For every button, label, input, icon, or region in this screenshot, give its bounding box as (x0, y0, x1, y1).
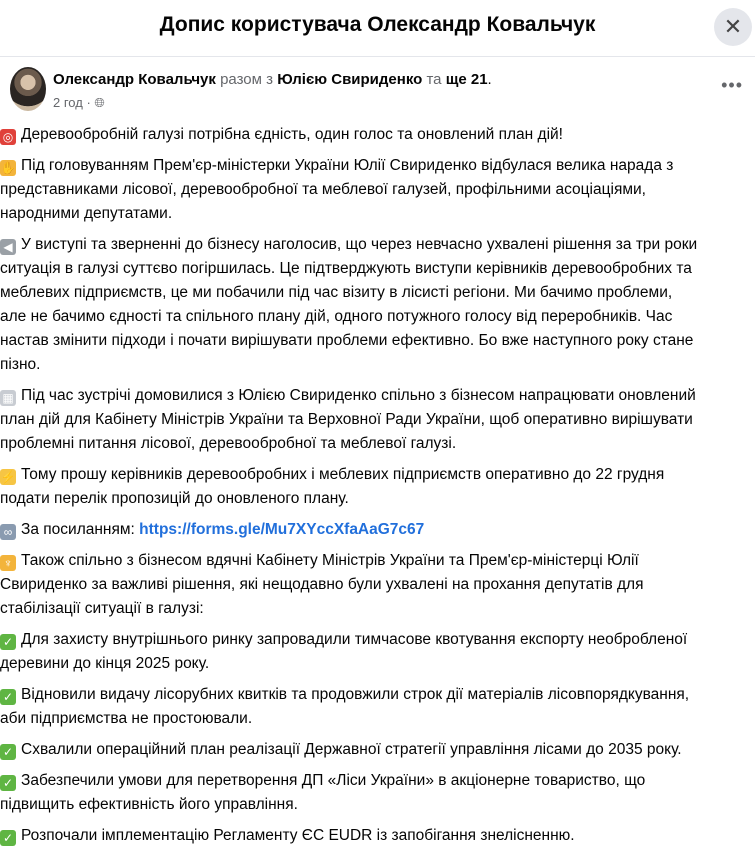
paragraph-line (0, 329, 755, 353)
post-paragraph (0, 824, 755, 848)
line-text: Під головуванням Прем'єр-міністерки України Юлії Свириденко відбулася велика нарада з (21, 157, 674, 174)
paragraph-line (0, 463, 755, 487)
post-paragraph (0, 123, 755, 147)
paragraph-line (0, 769, 755, 793)
line-text: У виступі та зверненні до бізнесу наголосив, що через невчасно ухвалені рішення за три роки (21, 236, 698, 253)
line-text: план дій для Кабінету Міністрів України та Верховної Ради України, щоб оперативно вирішувати (0, 411, 693, 428)
line-text: Для захисту внутрішнього ринку запровадили тимчасове квотування експорту необробленої (21, 631, 688, 648)
paragraph-line (0, 597, 755, 621)
post-paragraph (0, 233, 755, 377)
line-text: Під час зустрічі домовилися з Юлією Свириденко спільно з бізнесом напрацювати оновлений (21, 387, 696, 404)
form-link[interactable]: https://forms.gle/Mu7XYccXfaAaG7c67 (139, 521, 425, 538)
line-text: меблевих підприємств, це ми побачили під час візиту в лісисті регіони. Ми бачимо проблеми, (0, 284, 673, 301)
author-line (53, 71, 492, 88)
post-paragraph (0, 154, 755, 226)
paragraph-line (0, 793, 755, 817)
line-text: але не бачимо єдності та спільного плану дій, одного потужного голосу від переробників. Час (0, 308, 673, 325)
link-label: За посиланням: (21, 521, 135, 538)
more-options-button[interactable]: ••• (721, 75, 743, 95)
post-paragraph (0, 628, 755, 676)
paragraph-line (0, 257, 755, 281)
paragraph-line (0, 573, 755, 597)
check-icon: ✓ (0, 689, 16, 705)
paragraph-line (0, 707, 755, 731)
line-text: Тому прошу керівників деревообробних і меблевих підприємств оперативно до 22 грудня (21, 466, 665, 483)
line-text: народними депутатами. (0, 205, 173, 222)
calendar-icon: ▦ (0, 390, 16, 406)
separator: · (86, 95, 91, 110)
check-icon: ✓ (0, 830, 16, 846)
check-icon: ✓ (0, 634, 16, 650)
post-paragraph (0, 683, 755, 731)
post-paragraph (0, 769, 755, 817)
paragraph-line (0, 487, 755, 511)
handshake-icon: ✋ (0, 161, 16, 175)
dialog-title: Допис користувача Олександр Ковальчук (159, 13, 596, 36)
line-text: проблемні питання лісової, деревообробної та меблевої галузі. (0, 435, 457, 452)
paragraph-line (0, 628, 755, 652)
pray-icon: ♆ (0, 555, 16, 571)
avatar[interactable] (10, 67, 46, 111)
paragraph-line (0, 824, 755, 848)
line-text: Відновили видачу лісорубних квитків та продовжили строк дії матеріалів лісовпорядкування, (21, 686, 690, 703)
paragraph-line (0, 178, 755, 202)
megaphone-icon: ◀ (0, 239, 16, 255)
paragraph-line (0, 652, 755, 676)
post-time[interactable]: 2 год (53, 95, 83, 110)
tagged-others[interactable]: ще 21 (445, 71, 488, 88)
paragraph-line (0, 738, 755, 762)
link-paragraph (0, 518, 755, 542)
paragraph-line (0, 305, 755, 329)
line-text: аби підприємства не простоювали. (0, 710, 253, 727)
close-icon: ✕ (723, 14, 743, 39)
line-text: Схвалили операційний план реалізації Державної стратегії управління лісами до 2035 року. (21, 741, 682, 758)
with-text: разом з (220, 71, 274, 88)
post-author-header (10, 67, 755, 117)
paragraph-line (0, 281, 755, 305)
paragraph-line (0, 408, 755, 432)
paragraph-line (0, 384, 755, 408)
close-button[interactable] (714, 8, 752, 46)
line-text: Розпочали імплементацію Регламенту ЄС EUDR із запобігання знелісненню. (21, 827, 575, 844)
line-text: Свириденко за важливі рішення, які нещодавно були ухвалені на прохання депутатів для (0, 576, 644, 593)
line-text: подати перелік пропозицій до оновленого плану. (0, 490, 349, 507)
paragraph-line (0, 123, 755, 147)
post-paragraph (0, 384, 755, 456)
paragraph-line (0, 683, 755, 707)
paragraph-line (0, 353, 755, 377)
paragraph-line (0, 549, 755, 573)
target-icon: ◎ (0, 129, 16, 145)
paragraph-line (0, 432, 755, 456)
dialog-header (0, 0, 755, 57)
and-text: та (426, 71, 442, 88)
line-text: стабілізації ситуації в галузі: (0, 600, 204, 617)
line-text: пізно. (0, 356, 41, 373)
check-icon: ✓ (0, 775, 16, 791)
line-text: Забезпечили умови для перетворення ДП «Ліси України» в акціонерне товариство, що (21, 772, 646, 789)
paragraph-line (0, 154, 755, 178)
line-text: ситуація в галузі суттєво погіршилась. Це підтверджують виступи керівників деревообробних та (0, 260, 692, 277)
line-text: підвищить ефективність його управління. (0, 796, 298, 813)
paragraph-line (0, 233, 755, 257)
line-text: деревини до кінця 2025 року. (0, 655, 210, 672)
post-paragraph (0, 463, 755, 511)
author-name[interactable]: Олександр Ковальчук (53, 71, 216, 88)
period: . (487, 71, 492, 88)
post-meta (53, 95, 105, 111)
post-body (0, 123, 755, 855)
line-text: представниками лісової, деревообробної та меблевої галузей, профільними асоціаціями, (0, 181, 646, 198)
check-icon: ✓ (0, 744, 16, 760)
line-text: Деревообробній галузі потрібна єдність, один голос та оновлений план дій! (21, 126, 563, 143)
paragraph-line (0, 202, 755, 226)
line-text: настав змінити підходи і почати вирішувати проблеми ефективно. Бо вже наступного року стане (0, 332, 694, 349)
post-paragraph (0, 549, 755, 621)
globe-icon: 🌐︎ (94, 95, 105, 110)
line-text: Також спільно з бізнесом вдячні Кабінету Міністрів України та Прем'єр-міністерці Юлії (21, 552, 639, 569)
post-paragraph (0, 738, 755, 762)
tagged-person[interactable]: Юлією Свириденко (277, 71, 423, 88)
lightning-icon: ⚡ (0, 470, 16, 484)
link-icon: ∞ (0, 524, 16, 540)
